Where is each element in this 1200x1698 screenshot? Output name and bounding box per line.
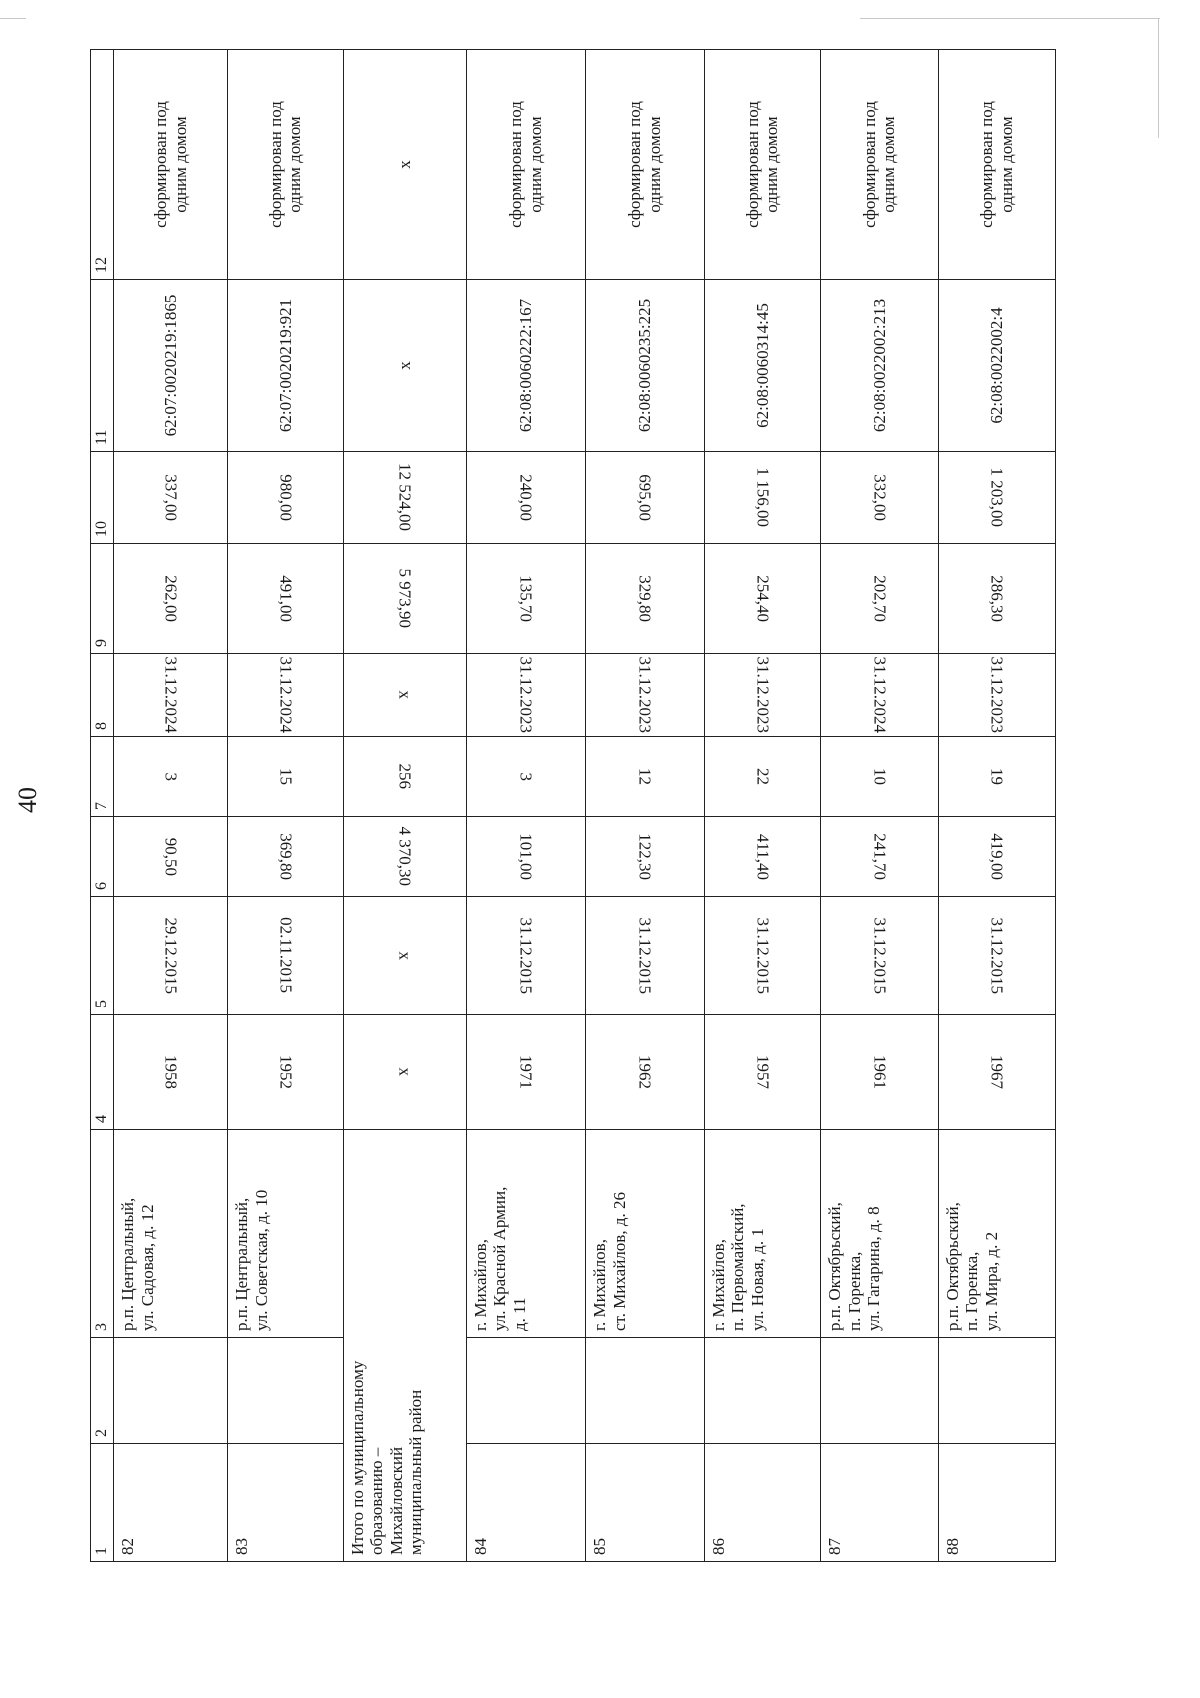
cadastre-cell: 62:08:0060235:225 <box>586 280 705 452</box>
area-cell-value: 5 973,90 <box>395 568 415 629</box>
area-cell-value: 101,00 <box>516 833 536 880</box>
area-cell <box>938 452 1055 544</box>
text-line: сформирован под <box>506 101 526 228</box>
district-cell <box>228 1338 343 1444</box>
date-cell <box>704 897 820 1015</box>
district-cell <box>704 1338 820 1444</box>
status-cell <box>704 50 820 280</box>
date-cell-value: 29.12.2015 <box>161 917 181 994</box>
area-cell <box>704 452 820 544</box>
count-cell <box>586 737 705 817</box>
year-cell-value: 1971 <box>516 1055 536 1089</box>
column-number: 4 <box>91 1015 114 1130</box>
count-cell-value: 19 <box>987 768 1007 785</box>
count-cell-value: 10 <box>870 768 890 785</box>
date-cell-value: 02.11.2015 <box>276 917 296 994</box>
area-cell <box>466 452 586 544</box>
deadline-cell <box>343 654 466 737</box>
area-cell <box>704 544 820 654</box>
date-cell-value: 31.12.2015 <box>987 917 1007 994</box>
date-cell <box>114 897 228 1015</box>
deadline-cell <box>466 654 586 737</box>
table-row <box>114 50 228 1562</box>
text-line: одним домом <box>170 116 190 213</box>
text-line: одним домом <box>285 116 305 213</box>
address-cell <box>938 1130 1055 1338</box>
text-line: сформирован под <box>859 101 879 228</box>
header-row <box>91 50 114 1562</box>
table-row <box>704 50 820 1562</box>
area-cell-value: 240,00 <box>516 474 536 521</box>
column-number: 5 <box>91 897 114 1015</box>
column-number: 1 <box>91 1444 114 1562</box>
area-cell <box>466 817 586 897</box>
date-cell-value: 31.12.2015 <box>516 917 536 994</box>
year-cell <box>586 1015 705 1130</box>
count-cell-value: 256 <box>395 763 415 790</box>
address-cell <box>228 1130 343 1338</box>
table-row <box>466 50 586 1562</box>
column-number: 12 <box>91 50 114 280</box>
area-cell-value: 90,50 <box>161 837 181 876</box>
row-number: 85 <box>586 1444 705 1562</box>
count-cell-value: 22 <box>753 768 773 785</box>
area-cell <box>228 817 343 897</box>
text-line: одним домом <box>879 116 899 213</box>
date-cell <box>586 897 705 1015</box>
column-number: 3 <box>91 1130 114 1338</box>
area-cell <box>343 544 466 654</box>
area-cell <box>586 817 705 897</box>
deadline-cell <box>938 654 1055 737</box>
deadline-cell-value: х <box>395 690 415 700</box>
area-cell <box>938 544 1055 654</box>
status-cell <box>466 50 586 280</box>
scan-edge-mark <box>0 18 26 19</box>
deadline-cell-value: 31.12.2023 <box>635 656 655 734</box>
text-line: сформирован под <box>265 101 285 228</box>
area-cell-value: 4 370,30 <box>395 826 415 887</box>
area-cell-value: 369,80 <box>276 833 296 880</box>
text-line: ул. Красной Армии, <box>490 1186 510 1331</box>
text-line: сформирован под <box>625 101 645 228</box>
date-cell-value: 31.12.2015 <box>870 917 890 994</box>
year-cell-value: 1952 <box>276 1055 296 1089</box>
text-line: сформирован под <box>977 101 997 228</box>
deadline-cell-value: 31.12.2023 <box>753 656 773 734</box>
area-cell <box>343 817 466 897</box>
area-cell-value: 241,70 <box>870 833 890 880</box>
text-line: д. 11 <box>509 1297 529 1331</box>
address-cell <box>704 1130 820 1338</box>
area-cell <box>466 544 586 654</box>
date-cell-value: 31.12.2015 <box>635 917 655 994</box>
area-cell-value: 202,70 <box>870 575 890 622</box>
column-number: 2 <box>91 1338 114 1444</box>
housing-registry-table <box>90 49 1056 1562</box>
table-row <box>586 50 705 1562</box>
text-line: Михайловский муниципальный район <box>386 1389 426 1555</box>
rotated-table-frame <box>90 50 1056 1562</box>
deadline-cell <box>228 654 343 737</box>
count-cell-value: 15 <box>276 768 296 785</box>
area-cell-value: 286,30 <box>987 575 1007 622</box>
district-cell <box>821 1338 938 1444</box>
count-cell <box>466 737 586 817</box>
address-cell <box>466 1130 586 1338</box>
column-number: 6 <box>91 817 114 897</box>
column-number: 9 <box>91 544 114 654</box>
text-line: р.п. Октябрьский, <box>942 1202 962 1331</box>
row-number: 84 <box>466 1444 586 1562</box>
status-cell <box>586 50 705 280</box>
area-cell <box>114 544 228 654</box>
column-number: 11 <box>91 280 114 452</box>
year-cell <box>228 1015 343 1130</box>
table-row <box>228 50 343 1562</box>
area-cell <box>821 544 938 654</box>
text-line: сформирован под <box>151 101 171 228</box>
area-cell-value: 419,00 <box>987 833 1007 880</box>
area-cell <box>114 817 228 897</box>
text-line: р.п. Октябрьский, <box>825 1202 845 1331</box>
area-cell-value: 491,00 <box>276 575 296 622</box>
date-cell-value: х <box>395 951 415 960</box>
count-cell <box>821 737 938 817</box>
row-number: 82 <box>114 1444 228 1562</box>
date-cell <box>228 897 343 1015</box>
count-cell <box>228 737 343 817</box>
row-number: 88 <box>938 1444 1055 1562</box>
date-cell-value: 31.12.2015 <box>753 917 773 994</box>
year-cell-value: 1961 <box>870 1055 890 1089</box>
count-cell <box>343 737 466 817</box>
area-cell-value: 1 203,00 <box>987 467 1007 528</box>
area-cell <box>938 817 1055 897</box>
area-cell-value: 695,00 <box>635 474 655 521</box>
deadline-cell-value: 31.12.2023 <box>516 656 536 734</box>
text-line: г. Михайлов, <box>470 1239 490 1331</box>
area-cell-value: 411,40 <box>753 833 773 880</box>
area-cell-value: 337,00 <box>161 474 181 521</box>
text-line: одним домом <box>525 116 545 213</box>
total-blank <box>343 1130 466 1338</box>
count-cell <box>114 737 228 817</box>
count-cell <box>704 737 820 817</box>
status-cell <box>821 50 938 280</box>
year-cell <box>938 1015 1055 1130</box>
area-cell-value: 12 524,00 <box>395 463 415 532</box>
status-cell <box>228 50 343 280</box>
area-cell <box>343 452 466 544</box>
deadline-cell <box>586 654 705 737</box>
text-line: сформирован под <box>742 101 762 228</box>
area-cell <box>114 452 228 544</box>
year-cell <box>343 1015 466 1130</box>
date-cell <box>821 897 938 1015</box>
row-number: 83 <box>228 1444 343 1562</box>
year-cell-value: 1967 <box>987 1055 1007 1089</box>
district-cell <box>114 1338 228 1444</box>
cadastre-cell: 62:08:0060222:167 <box>466 280 586 452</box>
text-line: р.п. Центральный, <box>232 1197 252 1331</box>
deadline-cell-value: 31.12.2024 <box>161 656 181 734</box>
total-row <box>343 50 466 1562</box>
date-cell <box>466 897 586 1015</box>
area-cell-value: 122,30 <box>635 833 655 880</box>
cadastre-cell: 62:08:0022002:4 <box>938 280 1055 452</box>
text-line: п. Горенка, <box>844 1251 864 1331</box>
district-cell <box>586 1338 705 1444</box>
count-cell-value: 3 <box>516 772 536 781</box>
cadastre-cell: 62:08:0022002:213 <box>821 280 938 452</box>
area-cell <box>704 817 820 897</box>
year-cell-value: 1958 <box>161 1055 181 1089</box>
status-cell <box>114 50 228 280</box>
table-row <box>938 50 1055 1562</box>
text-line: одним домом <box>644 116 664 213</box>
year-cell-value: х <box>395 1067 415 1077</box>
district-cell <box>938 1338 1055 1444</box>
deadline-cell-value: 31.12.2023 <box>987 656 1007 734</box>
deadline-cell <box>821 654 938 737</box>
text-line: п. Горенка, <box>962 1251 982 1331</box>
area-cell-value: 135,70 <box>516 575 536 622</box>
text-line: ул. Садовая, д. 12 <box>137 1204 157 1331</box>
text-line: г. Михайлов, <box>590 1239 610 1331</box>
deadline-cell-value: 31.12.2024 <box>870 656 890 734</box>
date-cell <box>343 897 466 1015</box>
deadline-cell <box>114 654 228 737</box>
area-cell <box>821 817 938 897</box>
column-number: 7 <box>91 737 114 817</box>
cadastre-cell: 62:08:0060314:45 <box>704 280 820 452</box>
year-cell-value: 1962 <box>635 1055 655 1089</box>
year-cell <box>704 1015 820 1130</box>
text-line: ул. Мира, д. 2 <box>981 1231 1001 1331</box>
cadastre-cell: 62:07:0020219:1865 <box>114 280 228 452</box>
text-line: х <box>394 160 414 169</box>
page-number: 40 <box>13 787 42 813</box>
text-line: р.п. Центральный, <box>118 1197 138 1331</box>
address-cell <box>821 1130 938 1338</box>
status-cell <box>343 50 466 280</box>
text-line: одним домом <box>996 116 1016 213</box>
district-cell <box>466 1338 586 1444</box>
area-cell <box>586 544 705 654</box>
text-line: ул. Новая, д. 1 <box>747 1228 767 1331</box>
scan-edge-mark <box>860 18 1160 19</box>
column-number: 8 <box>91 654 114 737</box>
area-cell <box>586 452 705 544</box>
text-line: ул. Гагарина, д. 8 <box>864 1206 884 1331</box>
area-cell-value: 1 156,00 <box>753 467 773 528</box>
area-cell <box>228 544 343 654</box>
cadastre-cell: х <box>343 280 466 452</box>
area-cell-value: 329,80 <box>635 575 655 622</box>
deadline-cell <box>704 654 820 737</box>
total-label <box>343 1338 466 1562</box>
area-cell-value: 262,00 <box>161 575 181 622</box>
status-cell <box>938 50 1055 280</box>
deadline-cell-value: 31.12.2024 <box>276 656 296 734</box>
count-cell-value: 3 <box>161 772 181 781</box>
area-cell <box>228 452 343 544</box>
year-cell <box>466 1015 586 1130</box>
row-number: 86 <box>704 1444 820 1562</box>
text-line: п. Первомайский, <box>728 1203 748 1331</box>
area-cell-value: 332,00 <box>870 474 890 521</box>
table-holder <box>90 50 1056 1562</box>
count-cell <box>938 737 1055 817</box>
count-cell-value: 12 <box>635 768 655 785</box>
table-row <box>821 50 938 1562</box>
date-cell <box>938 897 1055 1015</box>
text-line: г. Михайлов, <box>708 1239 728 1331</box>
year-cell <box>821 1015 938 1130</box>
text-line: Итого по муниципальному образованию – <box>347 1360 387 1555</box>
area-cell-value: 254,40 <box>753 575 773 622</box>
address-cell <box>586 1130 705 1338</box>
text-line: ул. Советская, д. 10 <box>251 1189 271 1331</box>
year-cell <box>114 1015 228 1130</box>
column-number: 10 <box>91 452 114 544</box>
address-cell <box>114 1130 228 1338</box>
text-line: ст. Михайлов, д. 26 <box>609 1192 629 1331</box>
area-cell <box>821 452 938 544</box>
row-number: 87 <box>821 1444 938 1562</box>
area-cell-value: 980,00 <box>276 474 296 521</box>
scan-edge-mark <box>1158 18 1159 138</box>
year-cell-value: 1957 <box>753 1055 773 1089</box>
cadastre-cell: 62:07:0020219:921 <box>228 280 343 452</box>
text-line: одним домом <box>762 116 782 213</box>
